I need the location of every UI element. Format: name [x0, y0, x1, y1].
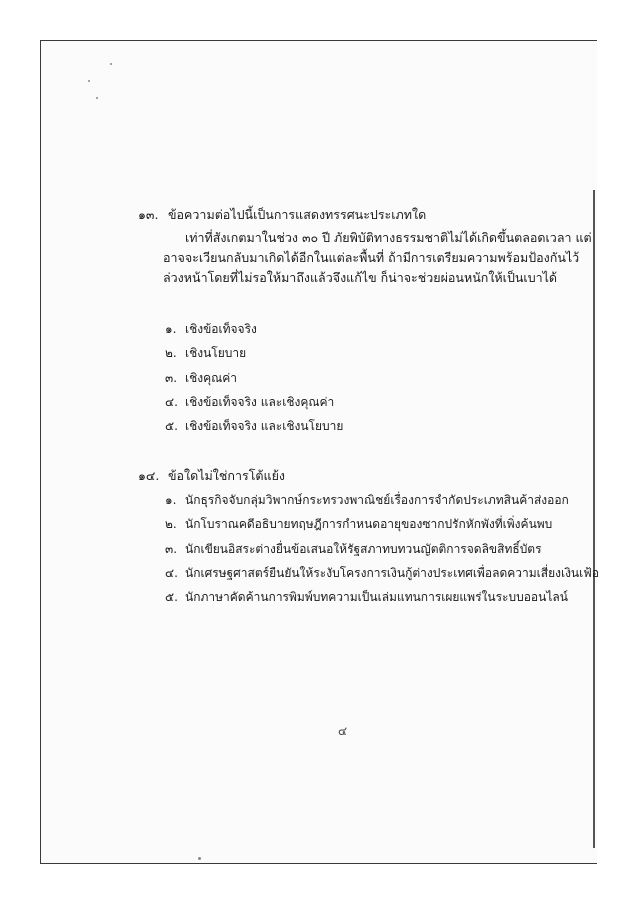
question-number: ๑๓.	[138, 207, 159, 222]
option-text: นักภาษาคัดค้านการพิมพ์บทความเป็นเล่มแทนการเผยแพร่ในระบบออนไลน์	[185, 590, 568, 604]
page-number: ๔	[338, 724, 348, 738]
option-text: นักธุรกิจจับกลุ่มวิพากษ์กระทรวงพาณิชย์เรื่องการจำกัดประเภทสินค้าส่งออก	[185, 493, 569, 507]
option-text: นักเขียนอิสระต่างยื่นข้อเสนอให้รัฐสภาทบทวนญัตติการจดลิขสิทธิ์บัตร	[185, 542, 542, 556]
scan-speck	[88, 80, 90, 82]
option-item	[165, 417, 343, 436]
option-text: เชิงคุณค่า	[185, 371, 238, 385]
option-item	[165, 320, 257, 339]
question-13-passage	[163, 228, 592, 288]
option-text: เชิงข้อเท็จจริง และเชิงคุณค่า	[185, 395, 335, 409]
option-number: ๑.	[165, 493, 177, 507]
question-text: ข้อใดไม่ใช่การโต้แย้ง	[168, 468, 286, 483]
option-number: ๑.	[165, 322, 177, 336]
question-number: ๑๔.	[138, 468, 160, 483]
passage-line: ล่วงหน้าโดยที่ไม่รอให้มาถึงแล้วจึงแก้ไข ก็น่าจะช่วยผ่อนหนักให้เป็นเบาได้	[163, 270, 558, 285]
scan-speck	[96, 97, 98, 99]
option-item	[165, 515, 552, 534]
passage-line: เท่าที่สังเกตมาในช่วง ๓๐ ปี ภัยพิบัติทางธรรมชาติไม่ได้เกิดขึ้นตลอดเวลา แต่	[185, 230, 592, 245]
option-text: เชิงนโยบาย	[185, 346, 247, 360]
question-14-stem	[138, 466, 285, 486]
scan-speck	[198, 857, 201, 860]
page-right-border	[593, 190, 595, 848]
option-number: ๓.	[165, 542, 178, 556]
question-text: ข้อความต่อไปนี้เป็นการแสดงทรรศนะประเภทใด	[168, 207, 427, 222]
option-number: ๓.	[165, 371, 178, 385]
option-item	[165, 491, 569, 510]
option-number: ๔.	[165, 395, 178, 409]
option-number: ๒.	[165, 517, 177, 531]
option-number: ๕.	[165, 590, 178, 604]
option-text: เชิงข้อเท็จจริง	[185, 322, 257, 336]
passage-line: อาจจะเวียนกลับมาเกิดได้อีกในแต่ละพื้นที่ ถ้ามีการเตรียมความพร้อมป้องกันไว้	[163, 250, 580, 265]
scan-speck	[110, 63, 112, 65]
option-item	[165, 540, 542, 559]
question-13-stem	[138, 205, 426, 225]
document-page	[40, 40, 597, 864]
option-text: นักโบราณคดีอธิบายทฤษฎีการกำหนดอายุของซากปรักหักพังที่เพิ่งค้นพบ	[185, 517, 553, 531]
option-item	[165, 344, 246, 363]
option-number: ๕.	[165, 419, 178, 433]
option-item	[165, 369, 237, 388]
option-text: นักเศรษฐศาสตร์ยืนยันให้ระงับโครงการเงินกู้ต่างประเทศเพื่อลดความเสี่ยงเงินเฟ้อ	[185, 566, 599, 580]
option-item	[165, 588, 568, 607]
option-number: ๔.	[165, 566, 178, 580]
option-text: เชิงข้อเท็จจริง และเชิงนโยบาย	[185, 419, 344, 433]
option-item	[165, 564, 599, 583]
option-item	[165, 393, 334, 412]
option-number: ๒.	[165, 346, 177, 360]
